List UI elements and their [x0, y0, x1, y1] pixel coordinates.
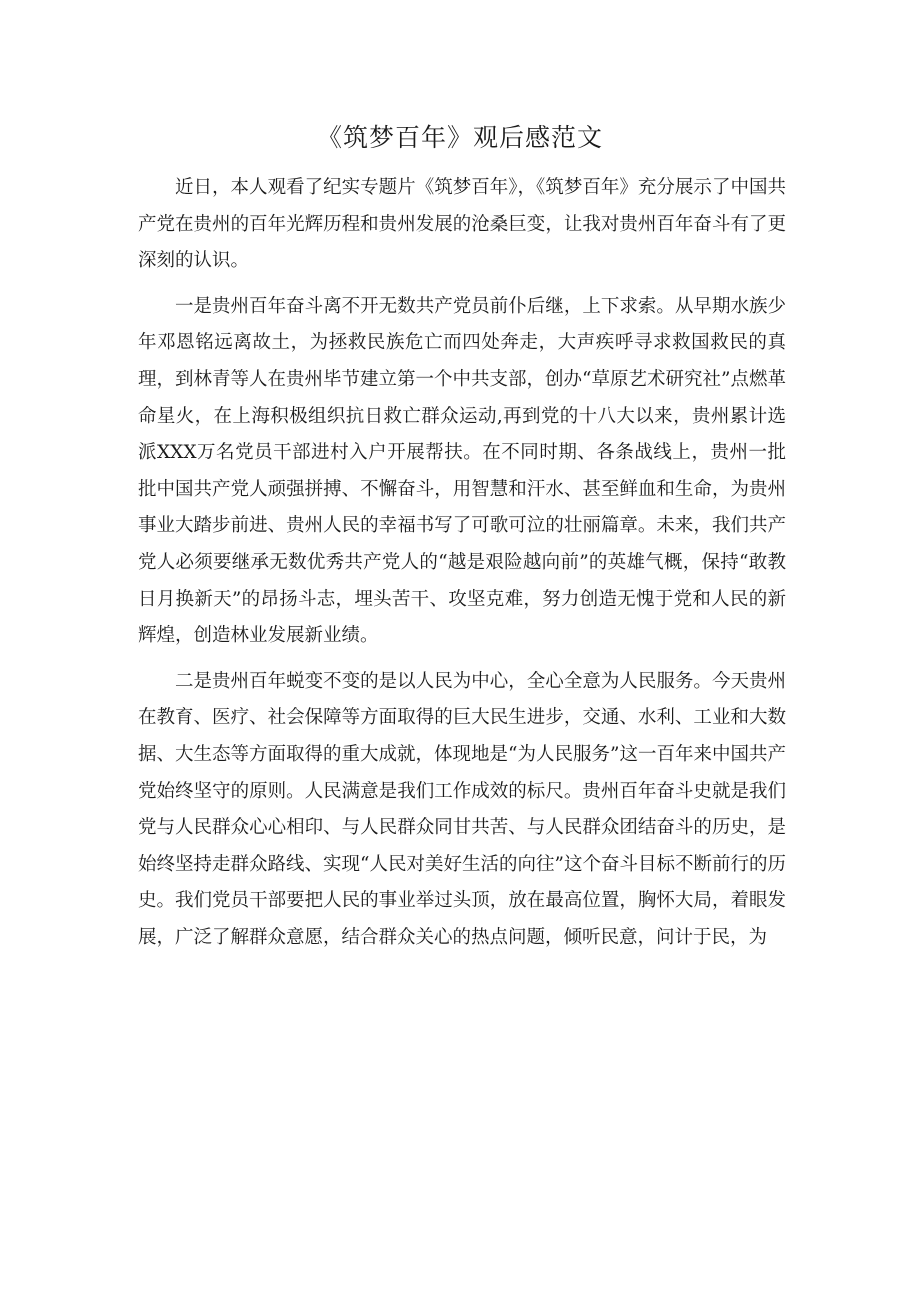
document-title: 《筑梦百年》观后感范文	[316, 123, 603, 152]
paragraph-intro: 近日，本人观看了纪实专题片《筑梦百年》，《筑梦百年》充分展示了中国共产党在贵州的百年光辉历程和贵州发展的沧桑巨变，让我对贵州百年奋斗有了更深刻的认识。	[138, 177, 786, 272]
paragraph-point-one: 一是贵州百年奋斗离不开无数共产党员前仆后继，上下求索。从早期水族少年邓恩铭远离故土，为拯救民族危亡而四处奔走，大声疾呼寻求救国救民的真理，到林青等人在贵州毕节建立第一个中共支部，创办“草原艺术研究社”点燃革命星火，在上海积极组织抗日救亡群众运动,再到党的十八大以来，贵州累计选派XXX万名党员干部进村入户开展帮扶。在不同时期、各条战线上，贵州一批批中国共产党人顽强拼搏、不懈奋斗，用智慧和汗水、甚至鲜血和生命，为贵州事业大踏步前进、贵州人民的幸福书写了可歌可泣的壮丽篇章。未来，我们共产党人必须要继承无数优秀共产党人的“越是艰险越向前”的英雄气概，保持“敢教日月换新天”的昂扬斗志，埋头苦干、攻坚克难，努力创造无愧于党和人民的新辉煌，创造林业发展新业绩。	[138, 295, 786, 647]
document-body	[138, 170, 786, 965]
paragraph-point-two: 二是贵州百年蜕变不变的是以人民为中心，全心全意为人民服务。今天贵州在教育、医疗、社会保障等方面取得的巨大民生进步，交通、水利、工业和大数据、大生态等方面取得的重大成就，体现地是“为人民服务”这一百年来中国共产党始终坚守的原则。人民满意是我们工作成效的标尺。贵州百年奋斗史就是我们党与人民群众心心相印、与人民群众同甘共苦、与人民群众团结奋斗的历史，是始终坚持走群众路线、实现“人民对美好生活的向往”这个奋斗目标不断前行的历史。我们党员干部要把人民的事业举过头顶，放在最高位置，胸怀大局，着眼发展，广泛了解群众意愿，结合群众关心的热点问题，倾听民意，问计于民，为	[138, 670, 786, 948]
